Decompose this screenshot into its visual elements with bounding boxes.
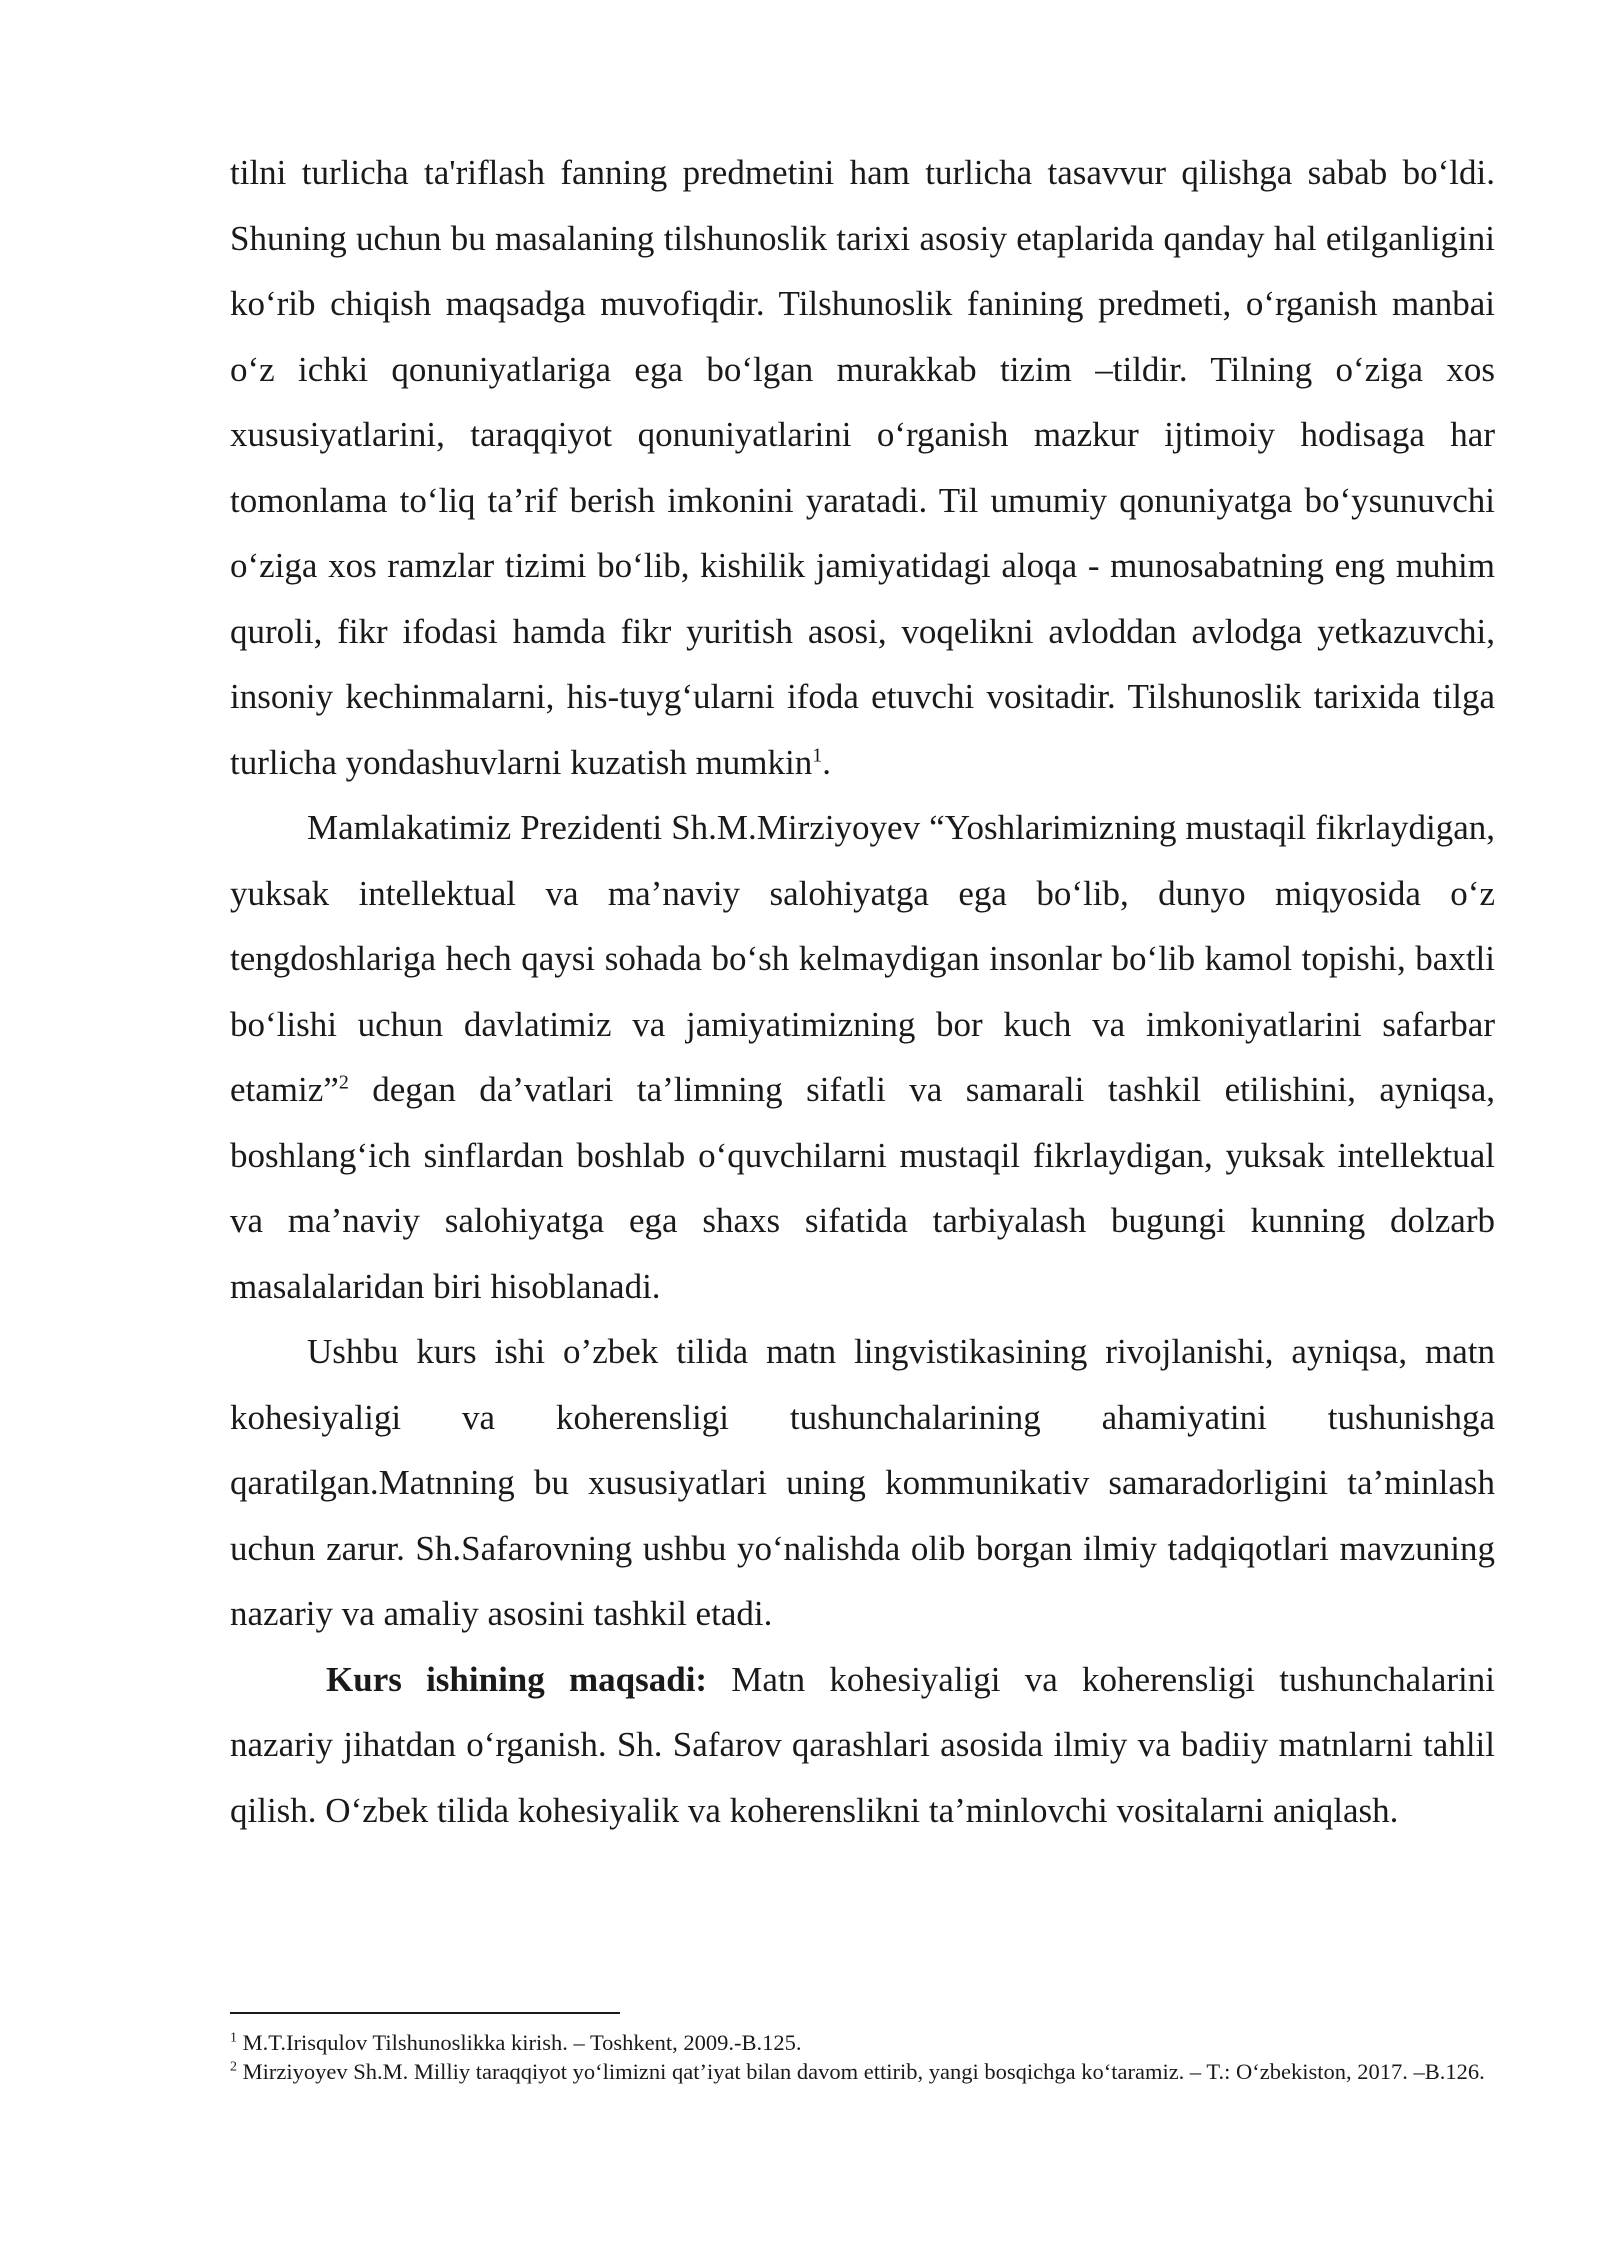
paragraph-3-text: Ushbu kurs ishi o’zbek tilida matn lingvistikasining rivojlanishi, ayniqsa, matn kohesiyaligi va koherensligi tushunchalarining ahamiyatini tushunishga qaratilgan.Matnning bu xususiyatlari uning kommunikativ samaradorligini ta’minlash uchun zarur. Sh.Safarovning ushbu yo‘nalishda olib borgan ilmiy tadqiqotlari mavzuning nazariy va amaliy asosini tashkil etadi. <box>230 1332 1495 1633</box>
paragraph-3 <box>230 1319 1495 1647</box>
paragraph-1-text: tilni turlicha ta'riflash fanning predmetini ham turlicha tasavvur qilishga sabab bo‘ldi. Shuning uchun bu masalaning tilshunoslik tarixi asosiy etaplarida qanday hal etilganligini ko‘rib chiqish maqsadga muvofiqdir. Tilshunoslik fanining predmeti, o‘rganish manbai o‘z ichki qonuniyatlariga ega bo‘lgan murakkab tizim –tildir. Tilning o‘ziga xos xususiyatlarini, taraqqiyot qonuniyatlarini o‘rganish mazkur ijtimoiy hodisaga har tomonlama to‘liq ta’rif berish imkonini yaratadi. Til umumiy qonuniyatga bo‘ysunuvchi o‘ziga xos ramzlar tizimi bo‘lib, kishilik jamiyatidagi aloqa - munosabatning eng muhim quroli, fikr ifodasi hamda fikr yuritish asosi, voqelikni avloddan avlodga yetkazuvchi, insoniy kechinmalarni, his-tuyg‘ularni ifoda etuvchi vositadir. Tilshunoslik tarixida tilga turlicha yondashuvlarni kuzatish mumkin <box>230 153 1495 782</box>
course-goal-heading: Kurs ishining maqsadi: <box>326 1659 708 1699</box>
paragraph-1 <box>230 140 1495 795</box>
footnote-1-text: M.T.Irisqulov Tilshunoslikka kirish. – Toshkent, 2009.-B.125. <box>237 2030 802 2055</box>
paragraph-2-text: Mamlakatimiz Prezidenti Sh.M.Mirziyoyev “Yoshlarimizning mustaqil fikrlaydigan, yuksak intellektual va ma’naviy salohiyatga ega bo‘lib, dunyo miqyosida o‘z tengdoshlariga hech qaysi sohada bo‘sh kelmaydigan insonlar bo‘lib kamol topishi, baxtli bo‘lishi uchun davlatimiz va jamiyatimizning bor kuch va imkoniyatlarini safarbar etamiz” <box>230 808 1495 1109</box>
document-body <box>230 140 1495 1843</box>
footnote-1 <box>230 2028 1495 2057</box>
footnote-separator <box>230 2012 620 2014</box>
paragraph-1-end: . <box>822 742 832 782</box>
footnote-ref-2[interactable]: 2 <box>338 1071 349 1094</box>
footnote-number-2: 2 <box>230 2059 237 2075</box>
footnote-2-text: Mirziyoyev Sh.M. Milliy taraqqiyot yo‘limizni qat’iyat bilan davom ettirib, yangi bosqichga ko‘taramiz. – T.: O‘zbekiston, 2017. –B.126. <box>237 2059 1485 2084</box>
paragraph-4-text: Matn kohesiyaligi va koherensligi tushunchalarini nazariy jihatdan o‘rganish. Sh. Safarov qarashlari asosida ilmiy va badiiy matnlarni tahlil qilish. O‘zbek tilida kohesiyalik va koherenslikni ta’minlovchi vositalarni aniqlash. <box>230 1659 1495 1830</box>
footnote-2 <box>230 2057 1495 2086</box>
footnotes <box>230 2012 1495 2086</box>
footnote-number-1: 1 <box>230 2030 237 2046</box>
footnote-ref-1[interactable]: 1 <box>812 743 823 766</box>
paragraph-4 <box>230 1647 1495 1844</box>
paragraph-2 <box>230 795 1495 1319</box>
paragraph-2-rest: degan da’vatlari ta’limning sifatli va samarali tashkil etilishini, ayniqsa, boshlang‘ich sinflardan boshlab o‘quvchilarni mustaqil fikrlaydigan, yuksak intellektual va ma’naviy salohiyatga ega shaxs sifatida tarbiyalash bugungi kunning dolzarb masalalaridan biri hisoblanadi. <box>230 1070 1495 1306</box>
